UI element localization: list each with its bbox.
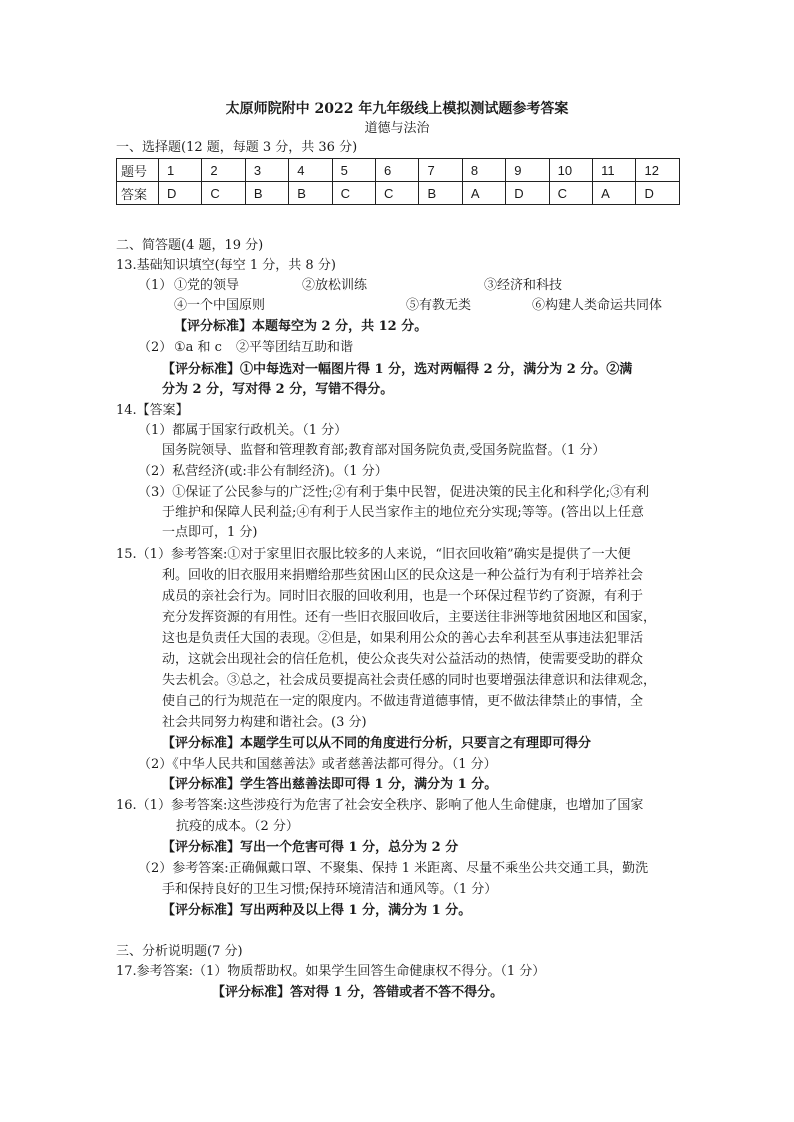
q16-answer-2-line1: （2）参考答案:正确佩戴口罩、不聚集、保持 1 米距离、尽量不乘坐公共交通工具，勤洗 bbox=[138, 861, 649, 876]
question-number-row bbox=[117, 159, 680, 182]
q13-part1-number: （1） bbox=[138, 278, 173, 293]
q14-answer-2: （2）私营经济(或:非公有制经济)。（1 分） bbox=[138, 464, 388, 479]
answer-cell: C bbox=[549, 182, 592, 205]
q16-answer-2-line2: 手和保持良好的卫生习惯;保持环境清洁和通风等。（1 分） bbox=[162, 882, 498, 897]
q14-title: 14.【答案】 bbox=[116, 403, 189, 418]
answer-cell: C bbox=[332, 182, 375, 205]
q15-line1: 15.（1）参考答案:①对于家里旧衣服比较多的人来说，“旧衣回收箱”确实是提供了一大便 bbox=[116, 547, 631, 562]
q17-answer: 17.参考答案:（1）物质帮助权。如果学生回答生命健康权不得分。（1 分） bbox=[116, 964, 546, 979]
q15-scoring-2: 【评分标准】学生答出慈善法即可得 1 分，满分为 1 分。 bbox=[162, 777, 498, 792]
answer-cell: B bbox=[419, 182, 462, 205]
q15-line6: 动，这就会出现社会的信任危机，使公众丧失对公益活动的热情，使需要受助的群众 bbox=[162, 652, 644, 667]
q13-part2-answer-2: ②平等团结互助和谐 bbox=[236, 340, 354, 355]
q13-blank-2: ②放松训练 bbox=[302, 278, 368, 293]
q13-scoring-2-line2: 分为 2 分，写对得 2 分，写错不得分。 bbox=[162, 382, 394, 397]
q16-line2: 抗疫的成本。（2 分） bbox=[176, 819, 299, 834]
answer-cell: D bbox=[159, 182, 202, 205]
question-number-cell: 3 bbox=[245, 159, 288, 182]
q15-line4: 充分发挥资源的有用性。还有一些旧衣服回收后，主要送往非洲等地贫困地区和国家， bbox=[162, 610, 657, 625]
answer-table bbox=[116, 158, 680, 205]
q14-answer-1: （1）都属于国家行政机关。（1 分） bbox=[138, 423, 348, 438]
q13-title: 13.基础知识填空(每空 1 分，共 8 分) bbox=[116, 258, 336, 273]
answer-cell: D bbox=[506, 182, 549, 205]
q13-part2-answer-1: ①a 和 c bbox=[174, 340, 222, 355]
document-title: 太原师院附中 2022 年九年级线上模拟测试题参考答案 bbox=[225, 101, 569, 117]
section3-heading: 三、分析说明题(7 分) bbox=[116, 944, 243, 959]
answer-row bbox=[117, 182, 680, 205]
q15-line8: 使自己的行为规范在一定的限度内。不做违背道德事情，更不做法律禁止的事情，全 bbox=[162, 694, 644, 709]
section1-heading: 一、选择题(12 题，每题 3 分，共 36 分) bbox=[116, 140, 358, 155]
q17-scoring: 【评分标准】答对得 1 分，答错或者不答不得分。 bbox=[212, 985, 504, 1000]
question-number-cell: 5 bbox=[332, 159, 375, 182]
answer-cell: C bbox=[202, 182, 245, 205]
question-number-cell: 11 bbox=[593, 159, 636, 182]
q15-answer-2: （2）《中华人民共和国慈善法》或者慈善法都可得分。（1 分） bbox=[138, 757, 497, 772]
answer-cell: A bbox=[462, 182, 505, 205]
question-number-cell: 9 bbox=[506, 159, 549, 182]
question-number-cell: 7 bbox=[419, 159, 462, 182]
q13-blank-6: ⑥构建人类命运共同体 bbox=[532, 298, 663, 313]
section2-heading: 二、简答题(4 题，19 分) bbox=[116, 238, 264, 253]
question-number-cell: 8 bbox=[462, 159, 505, 182]
question-number-cell: 12 bbox=[636, 159, 680, 182]
q15-line5: 这也是负责任大国的表现。②但是，如果利用公众的善心去牟利甚至从事违法犯罪活 bbox=[162, 631, 644, 646]
q13-part2-number: （2） bbox=[138, 340, 173, 355]
q14-answer-3-line1: （3）①保证了公民参与的广泛性;②有利于集中民智，促进决策的民主化和科学化;③有利 bbox=[138, 485, 650, 500]
q13-blank-4: ④一个中国原则 bbox=[174, 298, 266, 313]
q13-blank-1: ①党的领导 bbox=[174, 278, 240, 293]
question-number-cell: 2 bbox=[202, 159, 245, 182]
q16-scoring-2: 【评分标准】写出两种及以上得 1 分，满分为 1 分。 bbox=[162, 903, 472, 918]
answer-cell: D bbox=[636, 182, 680, 205]
q13-blank-3: ③经济和科技 bbox=[484, 278, 563, 293]
q15-line7: 失去机会。③总之，社会成员要提高社会责任感的同时也要增强法律意识和法律观念， bbox=[162, 673, 657, 688]
subject-title: 道德与法治 bbox=[364, 121, 430, 136]
q14-answer-3-line3: 一点即可，1 分) bbox=[162, 525, 258, 540]
q14-answer-3-line2: 于维护和保障人民利益;④有利于人民当家作主的地位充分实现;等等。(答出以上任意 bbox=[162, 505, 644, 520]
question-number-cell: 10 bbox=[549, 159, 592, 182]
q15-scoring-1: 【评分标准】本题学生可以从不同的角度进行分析，只要言之有理即可得分 bbox=[162, 736, 592, 751]
answer-cell: B bbox=[289, 182, 332, 205]
q15-line2: 利。回收的旧衣服用来捐赠给那些贫困山区的民众这是一种公益行为有利于培养社会 bbox=[162, 568, 644, 583]
question-number-cell: 4 bbox=[289, 159, 332, 182]
answer-cell: B bbox=[245, 182, 288, 205]
q15-line3: 成员的亲社会行为。同时旧衣服的回收利用，也是一个环保过程节约了资源，有利于 bbox=[162, 589, 644, 604]
row-label-number: 题号 bbox=[117, 159, 159, 182]
q16-scoring-1: 【评分标准】写出一个危害可得 1 分，总分为 2 分 bbox=[162, 840, 459, 855]
question-number-cell: 1 bbox=[159, 159, 202, 182]
q15-line9: 社会共同努力构建和谐社会。(3 分) bbox=[162, 715, 367, 730]
q14-answer-1-cont: 国务院领导、监督和管理教育部;教育部对国务院负责,受国务院监督。（1 分） bbox=[162, 443, 606, 458]
q16-line1: 16.（1）参考答案:这些涉疫行为危害了社会安全秩序、影响了他人生命健康，也增加了国家 bbox=[116, 798, 644, 813]
question-number-cell: 6 bbox=[376, 159, 419, 182]
answer-cell: A bbox=[593, 182, 636, 205]
q13-scoring-1: 【评分标准】本题每空为 2 分，共 12 分。 bbox=[174, 319, 428, 334]
row-label-answer: 答案 bbox=[117, 182, 159, 205]
q13-blank-5: ⑤有教无类 bbox=[406, 298, 472, 313]
answer-cell: C bbox=[376, 182, 419, 205]
q13-scoring-2-line1: 【评分标准】①中每选对一幅图片得 1 分，选对两幅得 2 分，满分为 2 分。②满 bbox=[162, 362, 633, 377]
